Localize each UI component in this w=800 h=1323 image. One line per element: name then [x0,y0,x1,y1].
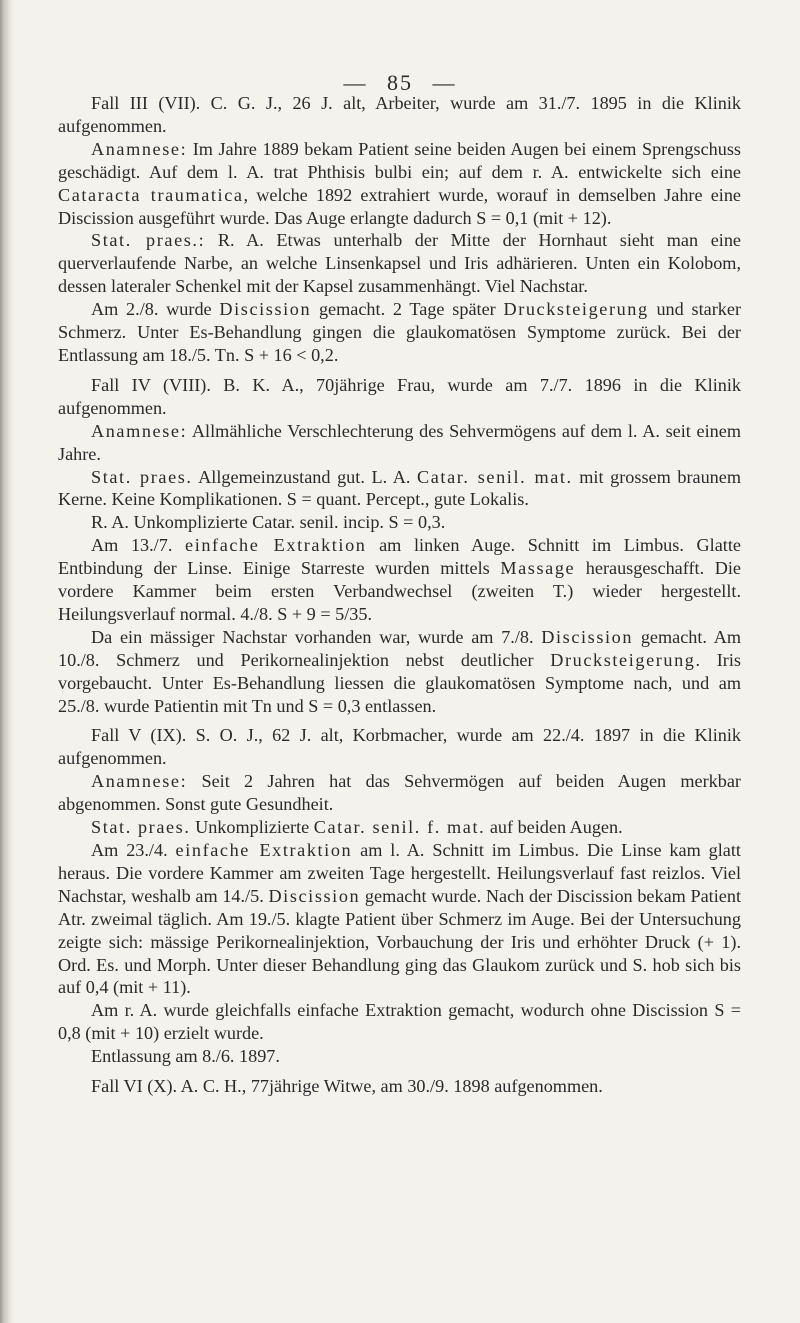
page-number: 85 [387,70,413,95]
paragraph-text: Fall III (VII). C. G. J., 26 J. alt, Arbeiter, wurde am 31./7. 1895 in die Klinik aufgenommen. [58,93,741,136]
section-label: Stat. praes. [91,817,191,838]
paragraph-text: R. A. Unkomplizierte Catar. senil. incip. S = 0,3. [91,512,446,533]
paragraph [58,92,741,138]
spaced-term: Discission [541,626,634,647]
paragraph [58,724,741,770]
paragraph-text: R. A. Etwas unterhalb der Mitte der Hornhaut sieht man eine querverlaufende Narbe, an welche Linsenkapsel und Iris adhärieren. Unten ein Kolobom, dessen lateraler Schenkel mit der Kapsel zusammenhängt. Viel Nachstar. [58,230,741,297]
paragraph-text: Im Jahre 1889 bekam Patient seine beiden Augen bei einem Sprengschuss geschädigt. Auf dem l. A. trat Phthisis bulbi ein; auf dem r. A. entwickelte sich eine [58,138,741,182]
paragraph [58,298,741,367]
spaced-term: Catar. senil. f. mat. [313,817,486,838]
paragraph [58,138,741,230]
paragraph-text: Am 13./7. [91,535,186,556]
paragraph [58,816,741,839]
paragraph [58,534,741,626]
paragraph-text: auf beiden Augen. [485,817,623,838]
paragraph-text: gemacht. 2 Tage später [311,299,504,320]
document-body [58,92,741,1098]
paragraph-text: Am r. A. wurde gleichfalls einfache Extraktion gemacht, wodurch ohne Discission S = 0,8 (mit + 10) erzielt wurde. [58,1000,741,1044]
paragraph [58,374,741,420]
paragraph [58,466,741,512]
paragraph [58,999,741,1045]
paragraph-text: Allmähliche Verschlechterung des Sehvermögens auf dem l. A. seit einem Jahre. [58,420,741,464]
section-label: Stat. praes.: [91,230,206,251]
spaced-term: Discission [219,299,312,320]
spaced-term: einfache Extraktion [185,535,367,556]
paragraph-text: Da ein mässiger Nachstar vorhanden war, wurde am 7./8. [91,626,542,647]
section-label: Anamnese: [91,420,188,441]
paragraph-text: Fall V (IX). S. O. J., 62 J. alt, Korbmacher, wurde am 22./4. 1897 in die Klinik aufgenommen. [58,725,741,769]
spaced-term: Catar. senil. mat. [417,466,573,487]
paragraph [58,1045,741,1068]
paragraph-text: Am 23./4. [91,840,176,860]
spaced-term: Massage [500,558,576,579]
spaced-term: Cataracta traumatica [58,184,244,205]
paragraph-text: , welche 1892 extrahiert wurde, worauf in demselben Jahre eine Discission ausgeführt wurde. Das Auge erlangte dadurch S = 0,1 (mit + 12). [58,184,741,228]
paragraph [58,511,741,534]
section-label: Stat. praes. [91,466,193,487]
paragraph-text: Seit 2 Jahren hat das Sehvermögen auf beiden Augen merkbar abgenommen. Sonst gute Gesundheit. [58,771,741,815]
paragraph-text: Fall IV (VIII). B. K. A., 70jährige Frau, wurde am 7./7. 1896 in die Klinik aufgenommen. [58,374,741,418]
paragraph [58,839,741,999]
section-label: Anamnese: [91,771,188,792]
paragraph-text: gemacht wurde. Nach der Discission bekam Patient Atr. zweimal täglich. Am 19./5. klagte Patient über Schmerz im Auge. Bei der Untersuchung zeigte sich: mässige Perikornealinjektion, Vorbauchung der Iris und erhöhter Druck (+ 1). Ord. Es. und Morph. Unter dieser Behandlung ging das Glaukom zurück und S. hob sich bis auf 0,4 (mit + 11). [58,885,741,998]
paragraph-text: gemacht. Am 10./8. Schmerz und Perikornealinjektion nebst deutlicher [58,626,741,670]
spaced-term: einfache Extraktion [175,840,353,860]
paragraph-text: Am 2./8. wurde [91,299,220,320]
paragraph-text: herausgeschafft. Die vordere Kammer beim ersten Verbandwechsel (zweiten T.) wieder hergestellt. Heilungsverlauf normal. 4./8. S + 9 = 5/35. [58,558,741,624]
header-dash: — [432,70,457,95]
paragraph-text: und starker Schmerz. Unter Es-Behandlung gingen die glaukomatösen Symptome zurück. Bei der Entlassung am 18./5. Tn. S + 16 < 0,2. [58,299,741,365]
paragraph [58,770,741,816]
paragraph-text: Unkomplizierte [190,817,314,838]
paragraph [58,626,741,718]
paragraph-text: am linken Auge. Schnitt im Limbus. Glatte Entbindung der Linse. Einige Starreste wurden mittels [58,535,741,579]
paragraph-text: Allgemeinzustand gut. L. A. [192,466,418,487]
header-dash: — [343,70,368,95]
paragraph-text: am l. A. Schnitt im Limbus. Die Linse kam glatt heraus. Die vordere Kammer am zweiten Tage hergestellt. Heilungsverlauf fast reizlos. Viel Nachstar, weshalb am 14./5. [58,840,741,906]
spaced-term: Discission [268,885,361,906]
paragraph-text: Fall VI (X). A. C. H., 77jährige Witwe, am 30./9. 1898 aufgenommen. [91,1076,603,1097]
paragraph [58,1075,741,1098]
paragraph [58,229,741,298]
section-label: Anamnese: [91,138,188,159]
page-binding-edge [0,0,14,1323]
paragraph [58,420,741,466]
paragraph-text: mit grossem braunem Kerne. Keine Komplikationen. S = quant. Percept., gute Lokalis. [58,466,741,510]
paragraph-text: . Iris vorgebaucht. Unter Es-Behandlung liessen die glaukomatösen Symptome nach, und am 25./8. wurde Patientin mit Tn und S = 0,3 entlassen. [58,649,741,716]
spaced-term: Drucksteigerung [503,299,649,320]
paragraph-text: Entlassung am 8./6. 1897. [91,1046,280,1067]
spaced-term: Drucksteigerung [550,649,696,670]
